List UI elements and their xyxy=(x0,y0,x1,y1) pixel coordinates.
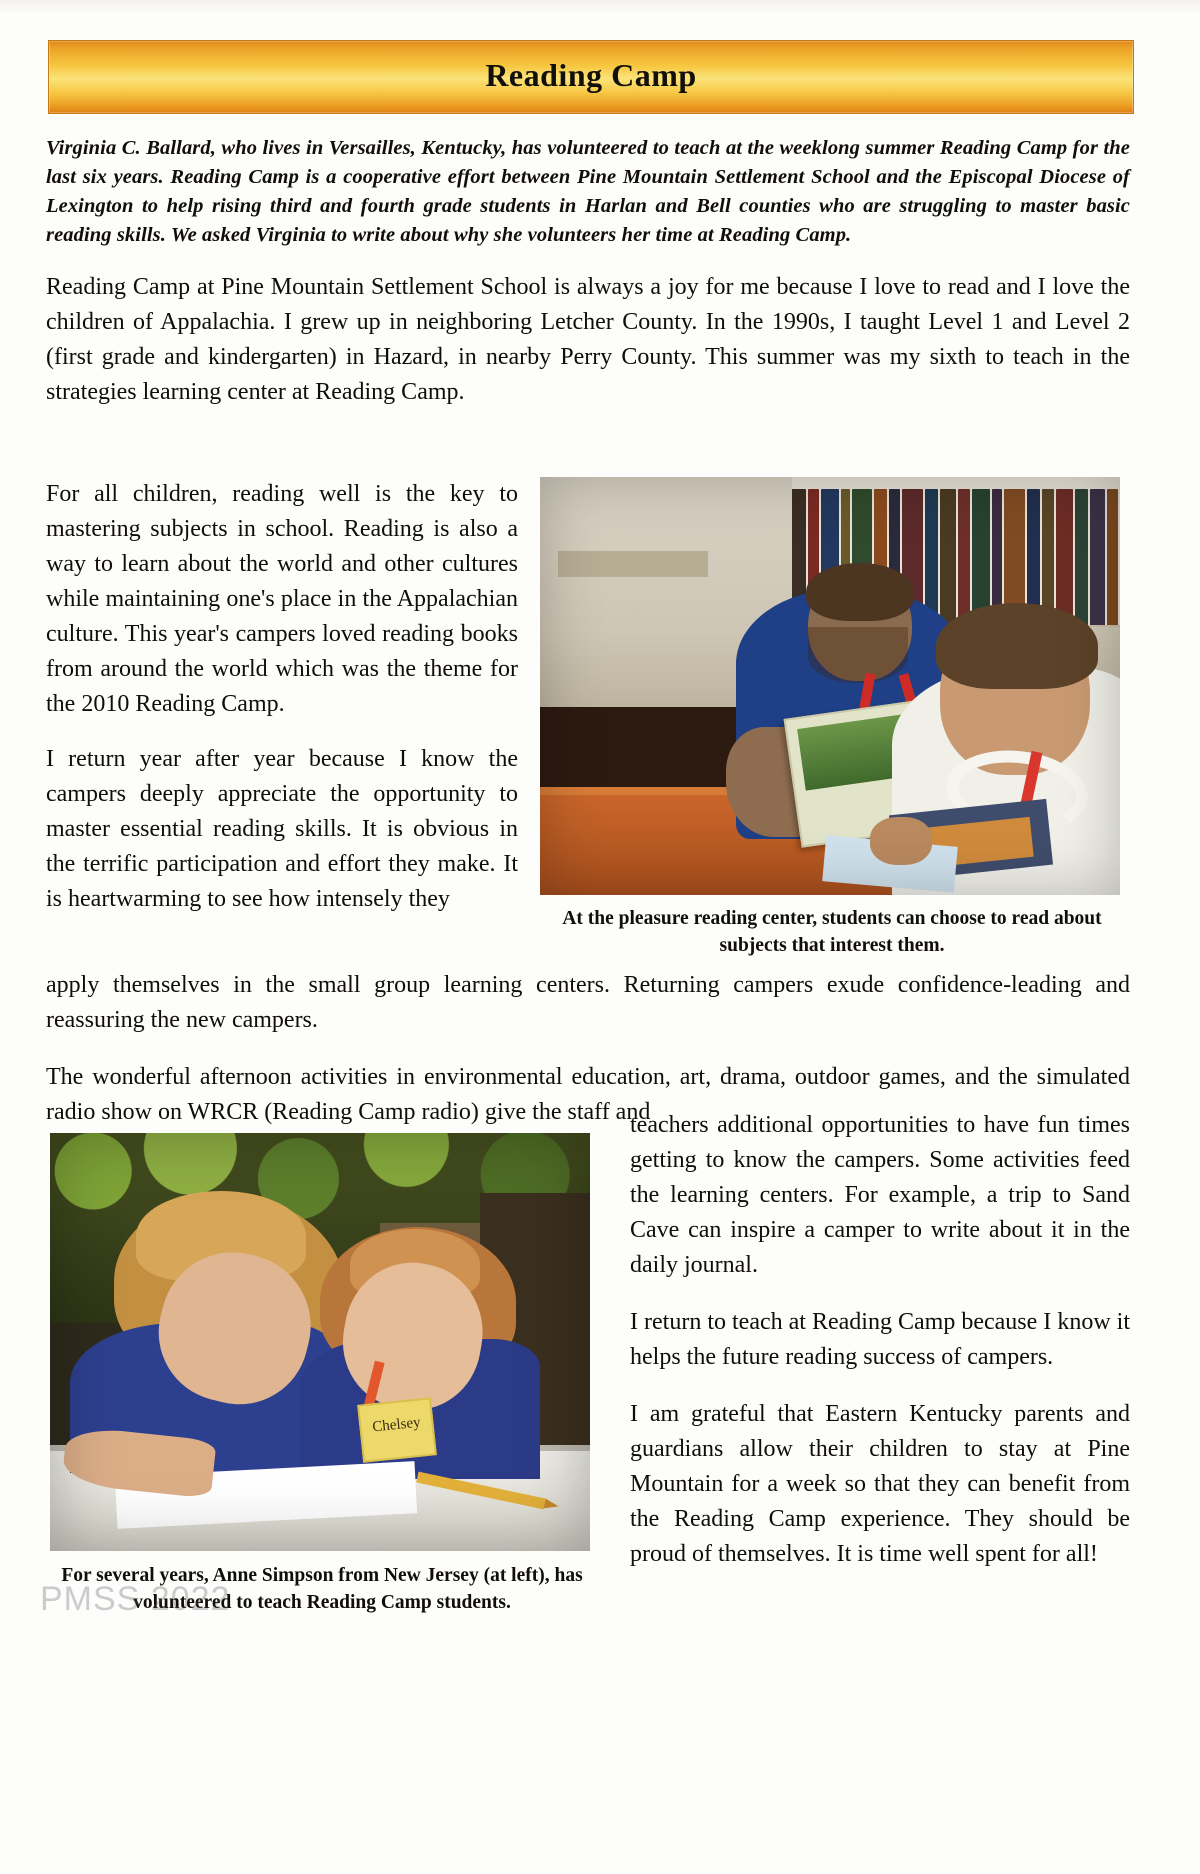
paragraph-7: I am grateful that Eastern Kentucky parents and guardians allow their children to stay at Pine Mountain for a week so that they can benefit from the Reading Camp experience. They should be proud of themselves. It is time well spent for all! xyxy=(630,1401,1130,1567)
paragraph-2: For all children, reading well is the key to mastering subjects in school. Reading is also a way to learn about the world and other cultures while maintaining one's place in the Appalachian culture. This year's campers loved reading books from around the world which was the theme for the 2010 Reading Camp. xyxy=(46,481,518,717)
paragraph-6: I return to teach at Reading Camp because I know it helps the future reading success of campers. xyxy=(630,1309,1130,1370)
paragraph-4: The wonderful afternoon activities in environmental education, art, drama, outdoor games, and the simulated radio show on WRCR (Reading Camp radio) give the staff and xyxy=(46,1064,1130,1125)
photo-artwork-bottom xyxy=(50,1133,590,1551)
name-badge-text: Chelsey xyxy=(371,1414,422,1436)
paragraph-3: I return year after year because I know the campers deeply appreciate the opportunity to master essential reading skills. It is obvious in the terrific participation and effort they make. It is heartwarming to see how intensely they xyxy=(46,746,518,912)
right-column-text-block xyxy=(630,1108,1130,1572)
title-banner xyxy=(48,40,1134,114)
photo-artwork-top xyxy=(540,477,1120,895)
paragraph-3-continuation: apply themselves in the small group learning centers. Returning campers exude confidence-leading and reassuring the new campers. xyxy=(46,972,1130,1033)
figure-reading-center xyxy=(540,477,1120,895)
article-content xyxy=(46,40,1166,410)
photo-vignette xyxy=(540,477,1120,895)
photo-vignette-bottom xyxy=(50,1133,590,1551)
photo-teacher-and-student xyxy=(50,1133,590,1551)
full-width-text-block xyxy=(46,968,1130,1130)
figure-caption-top: At the pleasure reading center, students can choose to read about subjects that interest them. xyxy=(562,908,1102,956)
watermark: PMSS 2022 xyxy=(40,1580,231,1618)
article-intro: Virginia C. Ballard, who lives in Versailles, Kentucky, has volunteered to teach at the weeklong summer Reading Camp for the last six years. Reading Camp is a cooperative effort between Pine Mountain Settlement School and the Episcopal Diocese of Lexington to help rising third and fourth grade students in Harlan and Bell counties who are struggling to master basic reading skills. We asked Virginia to write about why she volunteers her time at Reading Camp. xyxy=(46,137,1130,246)
figure-caption-bottom: For several years, Anne Simpson from New Jersey (at left), has volunteered to teach Reading Camp students. xyxy=(61,1565,583,1613)
photo-students-reading xyxy=(540,477,1120,895)
left-column-text-block xyxy=(46,477,518,917)
paragraph-1: Reading Camp at Pine Mountain Settlement School is always a joy for me because I love to read and I love the children of Appalachia. I grew up in neighboring Letcher County. In the 1990s, I taught Level 1 and Level 2 (first grade and kindergarten) in Hazard, in nearby Perry County. This summer was my sixth to teach in the strategies learning center at Reading Camp. xyxy=(46,274,1130,405)
page-title: Reading Camp xyxy=(485,57,697,93)
paragraph-5: teachers additional opportunities to have fun times getting to know the campers. Some activities feed the learning centers. For example, a trip to Sand Cave can inspire a camper to write about it in the daily journal. xyxy=(630,1112,1130,1278)
